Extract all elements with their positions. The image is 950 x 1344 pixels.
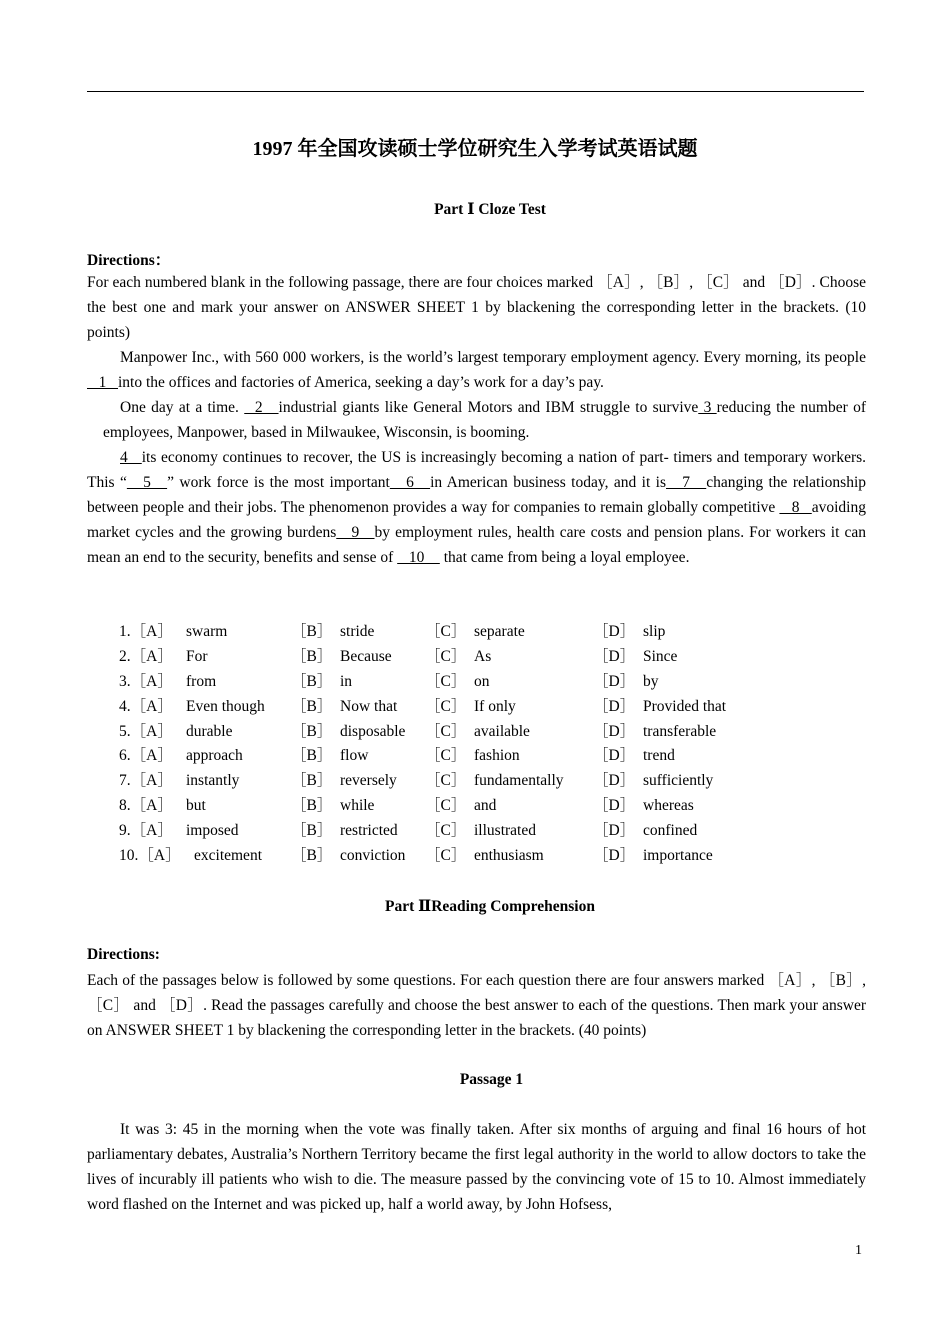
option-marker-c: ［C］ — [425, 797, 467, 815]
option-b: Now that — [340, 697, 398, 715]
option-d: importance — [643, 847, 713, 865]
option-c: separate — [474, 623, 525, 640]
option-d: trend — [643, 747, 675, 765]
option-marker-c: ［C］ — [425, 772, 467, 790]
option-d: sufficiently — [643, 772, 714, 790]
cloze-text: industrial giants like General Motors and IBM struggle to survive — [278, 399, 699, 416]
option-number: 9.［A］ — [119, 822, 173, 840]
passage1-text: It was 3: 45 in the morning when the vote was finally taken. After six months of arguing and final 16 hours of hot parliamentary debates, Australia’s Northern Territory became the first legal authority in the world to allow doctors to take the lives of incurably ill patients who wish to die. The measure passed by the convincing vote of 15 to 10. Almost immediately word flashed on the Internet and was picked up, half a world away, by John Hofsess, — [87, 1121, 866, 1213]
page-title: 1997 年全国攻读硕士学位研究生入学考试英语试题 — [252, 138, 698, 160]
option-number: 3.［A］ — [119, 672, 173, 690]
part2-heading: Part ⅡReading Comprehension — [385, 898, 595, 915]
option-number: 7.［A］ — [119, 772, 173, 790]
cloze-blank-8: 8 — [779, 499, 812, 516]
part1-directions-label: Directions： — [87, 252, 171, 269]
option-marker-d: ［D］ — [593, 647, 636, 665]
option-b: restricted — [340, 822, 398, 840]
option-marker-b: ［B］ — [291, 697, 333, 715]
option-a: Even though — [186, 697, 265, 715]
option-b: conviction — [340, 847, 406, 865]
option-marker-b: ［B］ — [291, 647, 333, 665]
option-number: 1.［A］ — [119, 623, 173, 640]
cloze-text: its economy continues to recover, the US is increasingly becoming a nation of part- timers and temporary workers. This “ — [87, 449, 867, 491]
cloze-blank-7: 7 — [666, 474, 707, 491]
option-number: 10.［A］ — [119, 847, 181, 865]
option-a: instantly — [186, 772, 240, 790]
option-c: As — [474, 647, 492, 665]
part2-directions-text: Each of the passages below is followed by some questions. For each question there are four answers marked ［A］, ［B］, ［C］ and ［D］. Read the passages carefully and choose the best answer to each of the questions. Then mark your answer on ANSWER SHEET 1 by blackening the corresponding letter in the brackets. (40 points) — [87, 972, 866, 1039]
option-d: slip — [643, 623, 666, 640]
cloze-text: into the offices and factories of America, seeking a day’s work for a day’s pay. — [118, 374, 604, 391]
cloze-text: One day at a time. — [120, 399, 245, 416]
part1-body — [87, 270, 866, 570]
option-d: transferable — [643, 722, 717, 740]
option-marker-d: ［D］ — [593, 697, 636, 715]
option-marker-b: ［B］ — [291, 772, 333, 790]
cloze-blank-4: 4 — [120, 449, 142, 466]
cloze-text: in American business today, and it is — [430, 474, 667, 491]
option-marker-c: ［C］ — [425, 722, 467, 740]
option-b: Because — [340, 647, 392, 665]
cloze-text: Manpower Inc., with 560 000 workers, is the world’s largest temporary employment agency. Every morning, its people — [120, 349, 866, 366]
option-marker-c: ［C］ — [425, 822, 467, 840]
option-marker-c: ［C］ — [425, 623, 467, 640]
option-c: available — [474, 722, 530, 740]
option-marker-b: ［B］ — [291, 672, 333, 690]
cloze-blank-3: 3 — [698, 399, 717, 416]
option-c: fundamentally — [474, 772, 564, 790]
cloze-paragraph-1 — [87, 345, 866, 395]
option-b: in — [340, 672, 353, 690]
option-c: enthusiasm — [474, 847, 544, 865]
option-d: whereas — [643, 797, 694, 815]
part1-directions-text: For each numbered blank in the following passage, there are four choices marked ［A］, ［B］, ［C］ and ［D］. Choose the best one and mark your answer on ANSWER SHEET 1 by blackening the corresponding letter in the brackets. (10 points) — [87, 274, 866, 341]
option-a: imposed — [186, 822, 239, 840]
passage1-body — [87, 1117, 866, 1217]
cloze-text: avoiding market cycles and the growing burdens — [87, 499, 866, 541]
page-number: 1 — [855, 1243, 862, 1258]
option-marker-c: ［C］ — [425, 647, 467, 665]
option-a: from — [186, 672, 217, 690]
option-number: 2.［A］ — [119, 647, 173, 665]
header-rule — [87, 91, 864, 92]
cloze-text: by employment rules, health care costs and pension plans. For workers it can mean an end to the security, benefits and sense of — [87, 524, 867, 566]
option-d: Since — [643, 647, 678, 665]
option-marker-d: ［D］ — [593, 672, 636, 690]
option-marker-d: ［D］ — [593, 623, 636, 640]
option-marker-b: ［B］ — [291, 847, 333, 865]
option-marker-b: ［B］ — [291, 747, 333, 765]
cloze-text: that came from being a loyal employee. — [439, 549, 690, 566]
option-marker-c: ［C］ — [425, 697, 467, 715]
cloze-blank-2: 2 — [244, 399, 279, 416]
option-marker-d: ［D］ — [593, 722, 636, 740]
option-marker-b: ［B］ — [291, 822, 333, 840]
option-number: 4.［A］ — [119, 697, 173, 715]
option-number: 8.［A］ — [119, 797, 173, 815]
option-a: but — [186, 797, 206, 815]
option-c: and — [474, 797, 497, 815]
option-marker-d: ［D］ — [593, 847, 636, 865]
option-c: on — [474, 672, 490, 690]
option-marker-b: ［B］ — [291, 797, 333, 815]
option-a: excitement — [194, 847, 262, 865]
cloze-text: ” work force is the most important — [167, 474, 390, 491]
option-b: flow — [340, 747, 369, 765]
option-marker-d: ［D］ — [593, 797, 636, 815]
option-d: confined — [643, 822, 698, 840]
option-marker-b: ［B］ — [291, 623, 333, 640]
option-c: illustrated — [474, 822, 536, 840]
cloze-text: reducing the number of employees, Manpower, based in Milwaukee, Wisconsin, is booming. — [103, 399, 866, 441]
option-c: If only — [474, 697, 516, 715]
option-b: reversely — [340, 772, 397, 790]
option-b: while — [340, 797, 375, 815]
option-a: swarm — [186, 623, 228, 640]
option-marker-d: ［D］ — [593, 747, 636, 765]
passage1-heading: Passage 1 — [459, 1071, 524, 1088]
option-d: Provided that — [643, 697, 727, 715]
cloze-text: changing the relationship between people and their jobs. The phenomenon provides a way for companies to remain globally competitive — [87, 474, 867, 516]
cloze-blank-10: 10 — [397, 549, 440, 566]
cloze-blank-9: 9 — [336, 524, 375, 541]
option-marker-b: ［B］ — [291, 722, 333, 740]
option-marker-d: ［D］ — [593, 822, 636, 840]
option-a: durable — [186, 722, 233, 740]
cloze-paragraph-3 — [87, 445, 866, 570]
option-number: 6.［A］ — [119, 747, 173, 765]
part2-directions-label: Directions: — [87, 946, 160, 963]
cloze-blank-5: 5 — [126, 474, 168, 491]
option-a: For — [186, 647, 208, 665]
cloze-paragraph-2 — [87, 395, 866, 445]
option-c: fashion — [474, 747, 520, 765]
part1-heading: Part Ⅰ Cloze Test — [434, 201, 546, 218]
cloze-blank-1: 1 — [87, 374, 118, 391]
option-number: 5.［A］ — [119, 722, 173, 740]
option-b: stride — [340, 623, 375, 640]
cloze-blank-6: 6 — [389, 474, 431, 491]
option-a: approach — [186, 747, 243, 765]
option-d: by — [643, 672, 659, 690]
option-b: disposable — [340, 722, 406, 740]
option-marker-d: ［D］ — [593, 772, 636, 790]
option-marker-c: ［C］ — [425, 747, 467, 765]
option-marker-c: ［C］ — [425, 847, 467, 865]
option-marker-c: ［C］ — [425, 672, 467, 690]
